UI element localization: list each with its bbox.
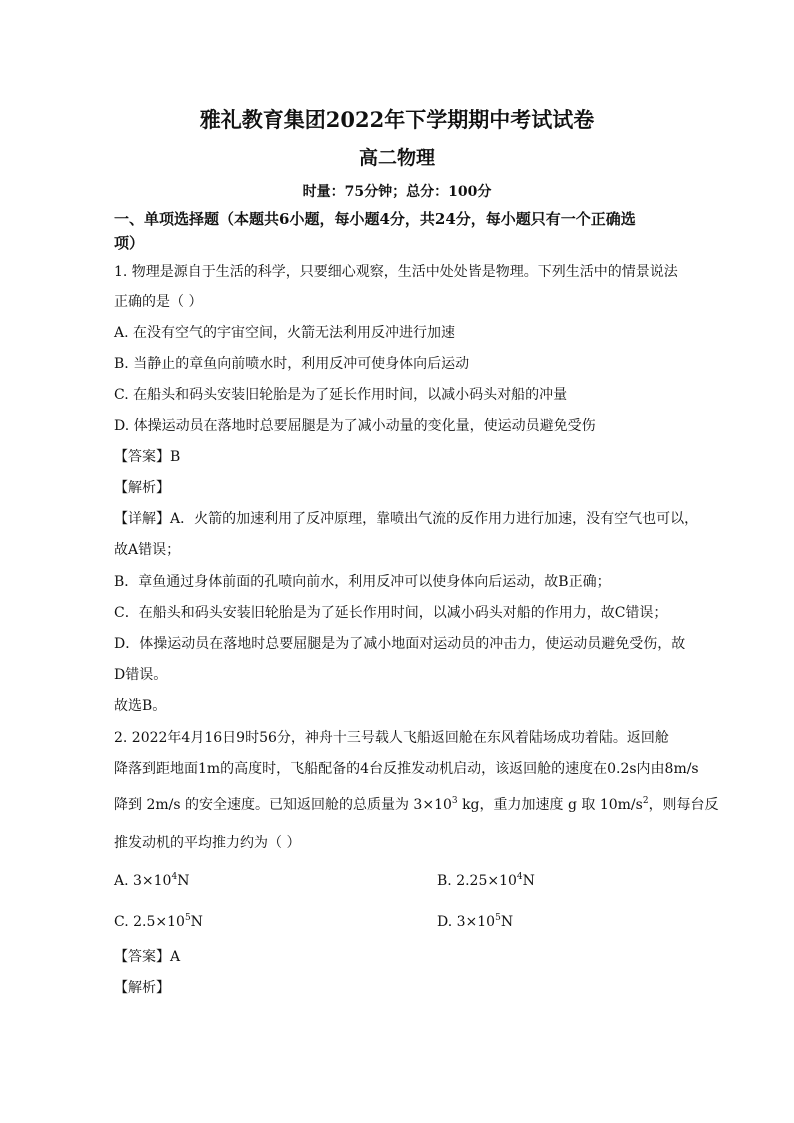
time-score: 时量：75分钟；总分：100分 [302, 184, 492, 200]
q1-option-d: D. 体操运动员在落地时总要屈腿是为了减小动量的变化量，使运动员避免受伤 [114, 418, 596, 434]
q2-stem-line1: 2. 2022年4月16日9时56分，神舟十三号载人飞船返回舱在东风着陆场成功着陆。返回舱 [114, 730, 669, 746]
q1-stem-line2: 正确的是（ ） [114, 294, 203, 310]
q2-option-b: B. $2.25\times 10^4N$ [437, 872, 535, 889]
q1-detail-line6: D错误。 [114, 667, 168, 683]
q2-option-c: C. $2.5\times 10^5N$ [114, 913, 203, 930]
q1-answer: 【答案】B [114, 449, 181, 465]
q1-detail-line4: C．在船头和码头安装旧轮胎是为了延长作用时间，以减小码头对船的作用力，故C错误； [114, 605, 668, 621]
q1-analysis-label: 【解析】 [114, 480, 170, 496]
q1-detail-line1: 【详解】A．火箭的加速利用了反冲原理，靠喷出气流的反作用力进行加速，没有空气也可以， [114, 511, 699, 527]
q1-detail-line2: 故A错误； [114, 542, 181, 558]
q1-stem-line1: 1. 物理是源自于生活的科学，只要细心观察，生活中处处皆是物理。下列生活中的情景说法 [114, 264, 678, 280]
q1-option-c: C. 在船头和码头安装旧轮胎是为了延长作用时间，以减小码头对船的冲量 [114, 387, 568, 403]
q2-stem-line2: 降落到距地面1m的高度时，飞船配备的4台反推发动机启动，该返回舱的速度在0.2s内由8m/s [114, 761, 699, 777]
section-heading-line2: 项） [114, 234, 145, 252]
q2-stem-line4: 推发动机的平均推力约为（ ） [114, 835, 301, 851]
q2-answer: 【答案】A [114, 949, 181, 965]
q1-option-b: B. 当静止的章鱼向前喷水时，利用反冲可使身体向后运动 [114, 356, 470, 372]
section-heading-line1: 一、单项选择题（本题共6小题，每小题4分，共24分，每小题只有一个正确选 [114, 210, 636, 228]
q2-stem-line3: 降到 2m/s 的安全速度。已知返回舱的总质量为 $3\times 10^3$ kg，重力加速度 g 取 $10m/s^2$，则每台反 [114, 796, 719, 813]
q1-detail-line5: D．体操运动员在落地时总要屈腿是为了减小地面对运动员的冲击力，使运动员避免受伤，故 [114, 636, 686, 652]
exam-title: 雅礼教育集团2022年下学期期中考试试卷 [199, 107, 595, 132]
q1-option-a: A. 在没有空气的宇宙空间，火箭无法利用反冲进行加速 [114, 325, 456, 341]
q1-detail-line3: B．章鱼通过身体前面的孔喷向前水，利用反冲可以使身体向后运动，故B正确； [114, 574, 611, 590]
subject-title: 高二物理 [358, 147, 435, 169]
q2-option-d: D. $3\times 10^5N$ [437, 913, 514, 930]
q2-analysis-label: 【解析】 [114, 980, 170, 996]
q2-option-a: A. $3\times 10^4N$ [114, 872, 190, 889]
q1-conclusion: 故选B。 [114, 698, 167, 714]
